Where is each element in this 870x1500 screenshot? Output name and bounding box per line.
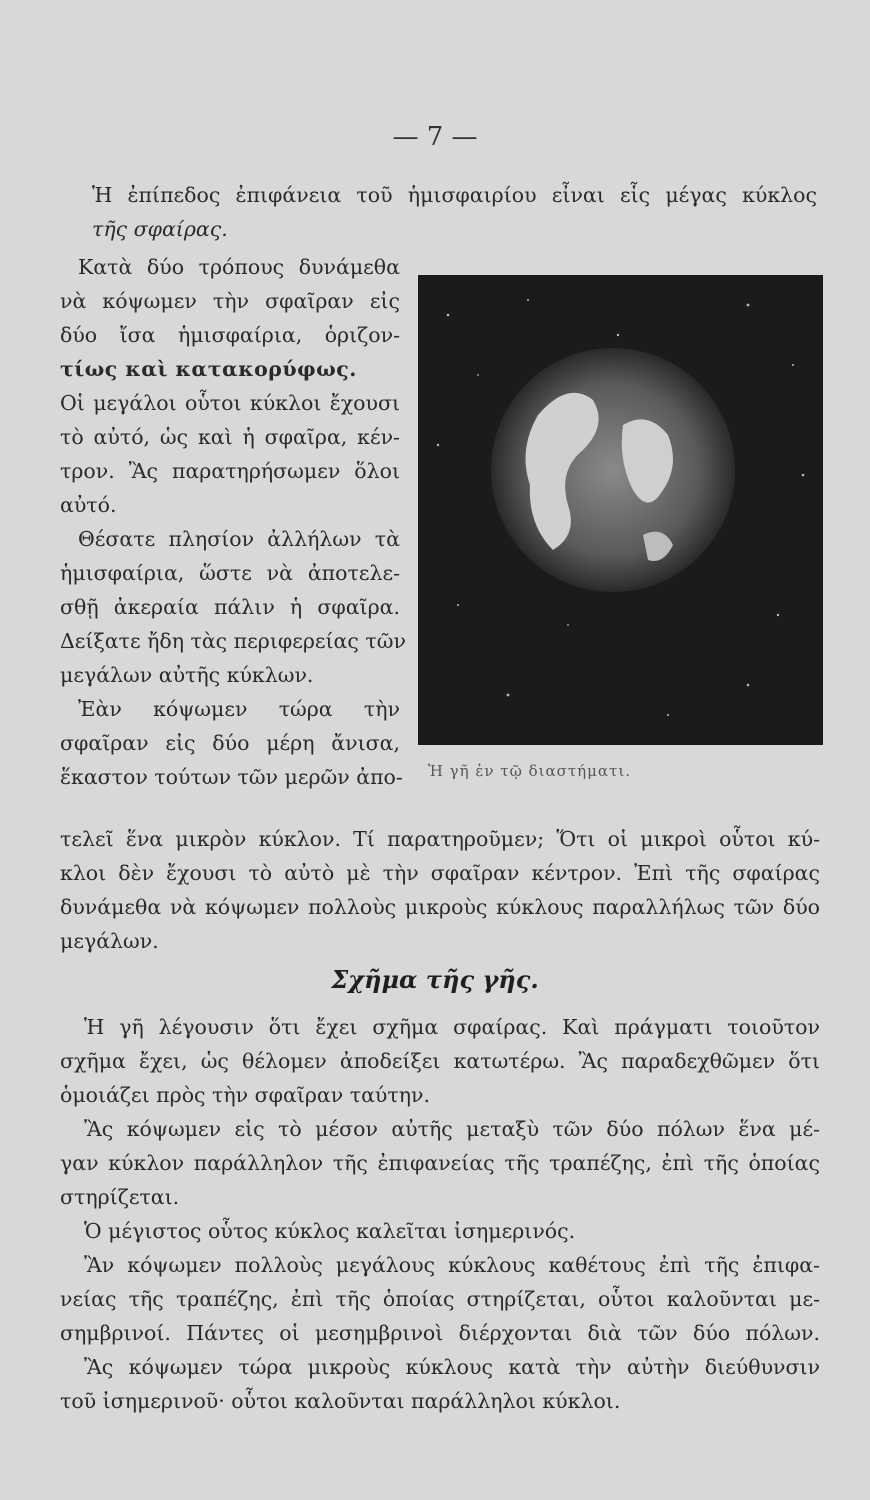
left-line: ἕκαστον τούτων τῶν μερῶν ἀπο- [60,765,403,789]
full-line: κλοι δὲν ἔχουσι τὸ αὐτὸ μὲ τὴν σφαῖραν κέντρον. Ἐπὶ τῆς σφαίρας [60,861,820,885]
body-line: Ἂν κόψωμεν πολλοὺς μεγάλους κύκλους καθέτους ἐπὶ τῆς ἐπιφα- [84,1253,820,1277]
body-line: Ὁ μέγιστος οὗτος κύκλος καλεῖται ἰσημερινός. [84,1219,576,1243]
intro-paragraph [92,178,817,246]
left-line: Θέσατε πλησίον ἀλλήλων τὰ [78,527,400,551]
left-line: μεγάλων αὐτῆς κύκλων. [60,663,314,687]
full-line: τελεῖ ἕνα μικρὸν κύκλον. Τί παρατηροῦμεν; Ὅτι οἱ μικροὶ οὗτοι κύ- [60,827,820,851]
body-line: γαν κύκλον παράλληλον τῆς ἐπιφανείας τῆς τραπέζης, ἐπὶ τῆς ὁποίας [60,1151,820,1175]
intro-line-2: τῆς σφαίρας. [92,217,228,241]
left-line: αὐτό. [60,493,117,517]
body-line: νείας τῆς τραπέζης, ἐπὶ τῆς ὁποίας στηρίζεται, οὗτοι καλοῦνται με- [60,1287,820,1311]
left-line: τρον. Ἂς παρατηρήσωμεν ὅλοι [60,459,400,483]
shape-of-earth-body [60,1010,820,1418]
small-circles-paragraph [60,822,820,958]
left-line: τίως καὶ κατακορύφως. [60,357,357,381]
body-line: Ἡ γῆ λέγουσιν ὅτι ἔχει σχῆμα σφαίρας. Καὶ πράγματι τοιοῦτον [84,1015,820,1039]
figure-caption: Ἡ γῆ ἐν τῷ διαστήματι. [428,762,631,780]
left-column-text [60,250,406,794]
earth-in-space-image [418,275,823,745]
body-line: στηρίζεται. [60,1185,180,1209]
earth-illustration [418,275,823,745]
page-number: — 7 — [392,122,478,152]
body-line: σημβρινοί. Πάντες οἱ μεσημβρινοὶ διέρχονται διὰ τῶν δύο πόλων. [60,1321,820,1345]
body-line: Ἂς κόψωμεν τώρα μικροὺς κύκλους κατὰ τὴν αὐτὴν διεύθυνσιν [84,1355,820,1379]
full-line: μεγάλων. [60,929,159,953]
body-line: ὁμοιάζει πρὸς τὴν σφαῖραν ταύτην. [60,1083,430,1107]
left-line: ἡμισφαίρια, ὥστε νὰ ἀποτελε- [60,561,400,585]
left-line: Κατὰ δύο τρόπους δυνάμεθα [78,255,400,279]
left-line: Οἱ μεγάλοι οὗτοι κύκλοι ἔχουσι [60,391,400,415]
intro-line-1: Ἡ ἐπίπεδος ἐπιφάνεια τοῦ ἡμισφαιρίου εἶναι εἷς μέγας κύκλος [92,183,817,207]
left-line: Ἐὰν κόψωμεν τώρα τὴν [78,697,400,721]
left-line: δύο ἴσα ἡμισφαίρια, ὁριζον- [60,323,400,347]
left-line: νὰ κόψωμεν τὴν σφαῖραν εἰς [60,289,400,313]
left-line: Δείξατε ἤδη τὰς περιφερείας τῶν [60,629,406,653]
body-line: Ἂς κόψωμεν εἰς τὸ μέσον αὐτῆς μεταξὺ τῶν δύο πόλων ἕνα μέ- [84,1117,820,1141]
body-line: τοῦ ἰσημερινοῦ· οὗτοι καλοῦνται παράλληλοι κύκλοι. [60,1389,621,1413]
left-line: σθῇ ἀκεραία πάλιν ἡ σφαῖρα. [60,595,400,619]
full-line: δυνάμεθα νὰ κόψωμεν πολλοὺς μικροὺς κύκλους παραλλήλως τῶν δύο [60,895,820,919]
left-line: τὸ αὐτό, ὡς καὶ ἡ σφαῖρα, κέν- [60,425,400,449]
left-line: σφαῖραν εἰς δύο μέρη ἄνισα, [60,731,400,755]
body-line: σχῆμα ἔχει, ὡς θέλομεν ἀποδείξει κατωτέρω. Ἂς παραδεχθῶμεν ὅτι [60,1049,820,1073]
section-title: Σχῆμα τῆς γῆς. [331,965,539,994]
